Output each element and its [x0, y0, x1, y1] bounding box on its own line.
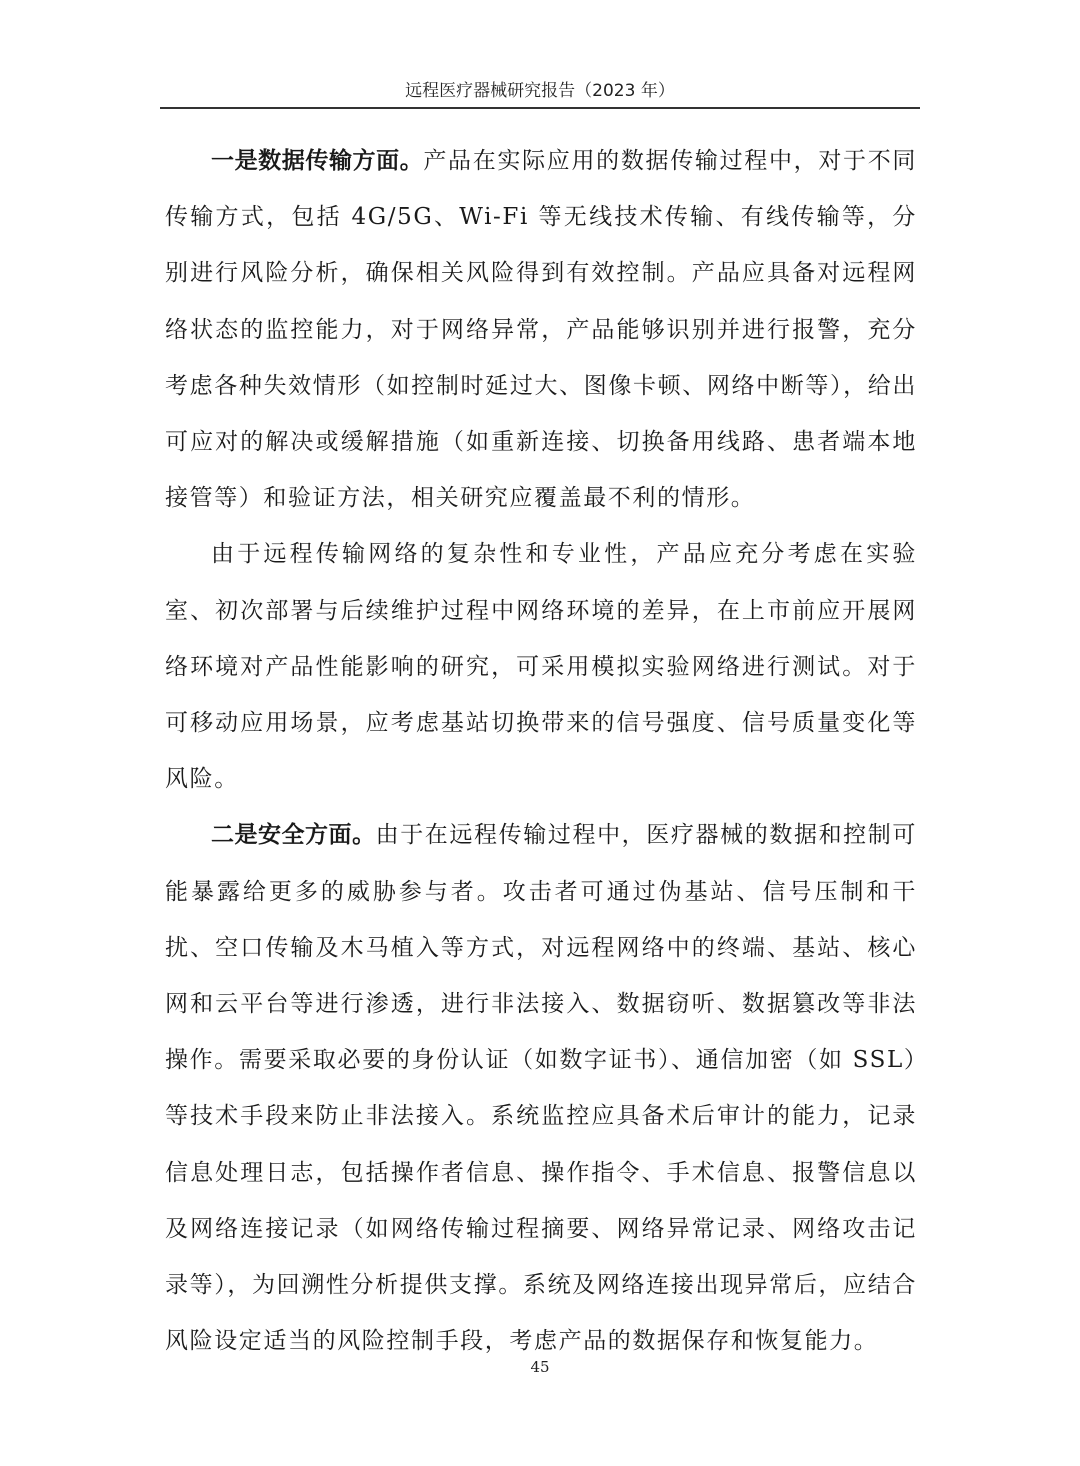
paragraph-data-transmission [165, 133, 917, 526]
paragraph-network-environment [165, 526, 917, 807]
body-text [165, 133, 917, 1369]
page-number: 45 [530, 1358, 550, 1376]
page-header-title: 远程医疗器械研究报告（2023 年） [405, 81, 675, 101]
paragraph-security [165, 807, 917, 1369]
header-divider [160, 107, 920, 109]
paragraph-text-security: 由于在远程传输过程中，医疗器械的数据和控制可能暴露给更多的威胁参与者。攻击者可通过伪基站、信号压制和干扰、空口传输及木马植入等方式，对远程网络中的终端、基站、核心网和云平台等进行渗透，进行非法接入、数据窃听、数据篡改等非法操作。需要采取必要的身份认证（如数字证书）、通信加密（如 SSL）等技术手段来防止非法接入。系统监控应具备术后审计的能力，记录信息处理日志，包括操作者信息、操作指令、手术信息、报警信息以及网络连接记录（如网络传输过程摘要、网络异常记录、网络攻击记录等），为回溯性分析提供支撑。系统及网络连接出现异常后，应结合风险设定适当的风险控制手段，考虑产品的数据保存和恢复能力。 [165, 822, 918, 1355]
paragraph-text-data-transmission: 产品在实际应用的数据传输过程中，对于不同传输方式，包括 4G/5G、Wi-Fi 等无线技术传输、有线传输等，分别进行风险分析，确保相关风险得到有效控制。产品应具备对远程网络状态的监控能力，对于网络异常，产品能够识别并进行报警，充分考虑各种失效情形（如控制时延过大、图像卡顿、网络中断等），给出可应对的解决或缓解措施（如重新连接、切换备用线路、患者端本地接管等）和验证方法，相关研究应覆盖最不利的情形。 [165, 148, 918, 512]
paragraph-text-network-environment: 由于远程传输网络的复杂性和专业性，产品应充分考虑在实验室、初次部署与后续维护过程中网络环境的差异，在上市前应开展网络环境对产品性能影响的研究，可采用模拟实验网络进行测试。对于可移动应用场景，应考虑基站切换带来的信号强度、信号质量变化等风险。 [165, 541, 917, 793]
paragraph-lead-security: 二是安全方面。 [211, 822, 376, 849]
paragraph-lead-data-transmission: 一是数据传输方面。 [211, 148, 424, 174]
